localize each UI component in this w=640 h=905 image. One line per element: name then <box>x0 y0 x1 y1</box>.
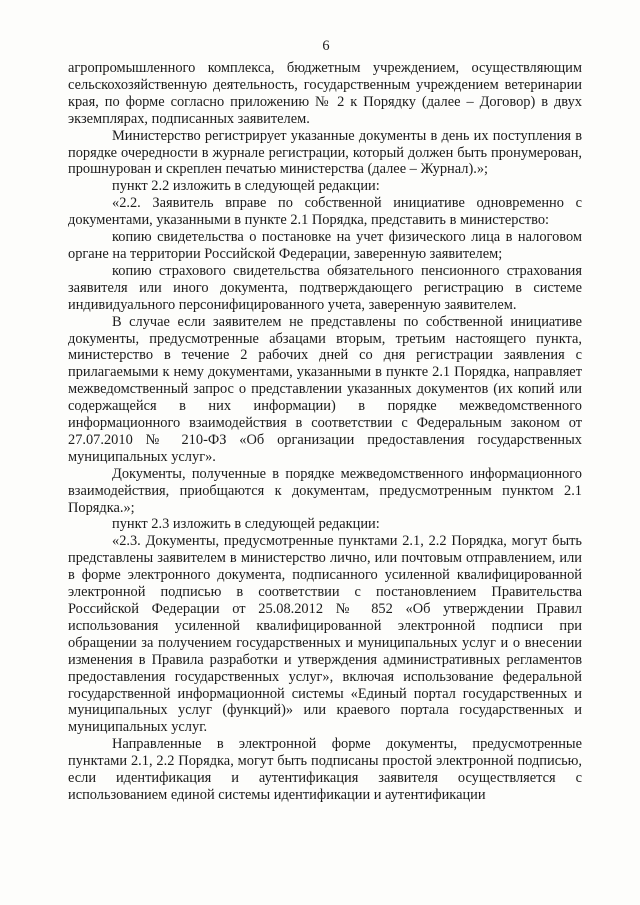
paragraph: «2.3. Документы, предусмотренные пунктами 2.1, 2.2 Порядка, могут быть представлены заявителем в министерство лично, или почтовым отправлением, или в форме электронного документа, подписанного усиленной квалифицированной электронной подписью в соответствии с постановлением Правительства Российской Федерации от 25.08.2012 № 852 «Об утверждении Правил использования усиленной квалифицированной электронной подписи при обращении за получением государственных и муниципальных услуг и о внесении изменения в Правила разработки и утверждения административных регламентов предоставления государственных услуг», включая использование федеральной государственной информационной системы «Единый портал государственных и муниципальных услуг (функций)» или краевого портала государственных и муниципальных услуг. <box>68 533 582 736</box>
paragraph: В случае если заявителем не представлены по собственной инициативе документы, предусмотренные абзацами вторым, третьим настоящего пункта, министерство в течение 2 рабочих дней со дня регистрации заявления с прилагаемыми к нему документами, указанными в пункте 2.1 Порядка, направляет межведомственный запрос о представлении указанных документов (их копий или содержащейся в них информации) в порядке межведомственного информационного взаимодействия в соответствии с Федеральным законом от 27.07.2010 № 210-ФЗ «Об организации предоставления государственных муниципальных услуг». <box>68 313 582 465</box>
paragraph: Направленные в электронной форме документы, предусмотренные пунктами 2.1, 2.2 Порядка, могут быть подписаны простой электронной подписью, если идентификация и аутентификация заявителя осуществляется с использованием единой системы идентификации и аутентификации <box>68 736 582 803</box>
paragraph: Документы, полученные в порядке межведомственного информационного взаимодействия, приобщаются к документам, предусмотренным пунктом 2.1 Порядка.»; <box>68 465 582 516</box>
paragraph: копию свидетельства о постановке на учет физического лица в налоговом органе на территории Российской Федерации, заверенную заявителем; <box>68 229 582 262</box>
paragraph: «2.2. Заявитель вправе по собственной инициативе одновременно с документами, указанными в пункте 2.1 Порядка, представить в министерство: <box>68 195 582 229</box>
paragraph: Министерство регистрирует указанные документы в день их поступления в порядке очередности в журнале регистрации, который должен быть пронумерован, прошнурован и скреплен печатью министерства (далее – Журнал).»; <box>68 127 582 178</box>
document-body <box>68 60 582 804</box>
paragraph: агропромышленного комплекса, бюджетным учреждением, осуществляющим сельскохозяйственную деятельность, государственным учреждением ветеринарии края, по форме согласно приложению № 2 к Порядку (далее – Договор) в двух экземплярах, подписанных заявителем. <box>68 60 582 127</box>
paragraph: пункт 2.2 изложить в следующей редакции: <box>112 178 380 195</box>
page-number: 6 <box>322 38 330 54</box>
paragraph: копию страхового свидетельства обязательного пенсионного страхования заявителя или иного документа, подтверждающего регистрацию в системе индивидуального персонифицированного учета, заверенную заявителем. <box>68 262 582 313</box>
paragraph: пункт 2.3 изложить в следующей редакции: <box>112 516 380 533</box>
